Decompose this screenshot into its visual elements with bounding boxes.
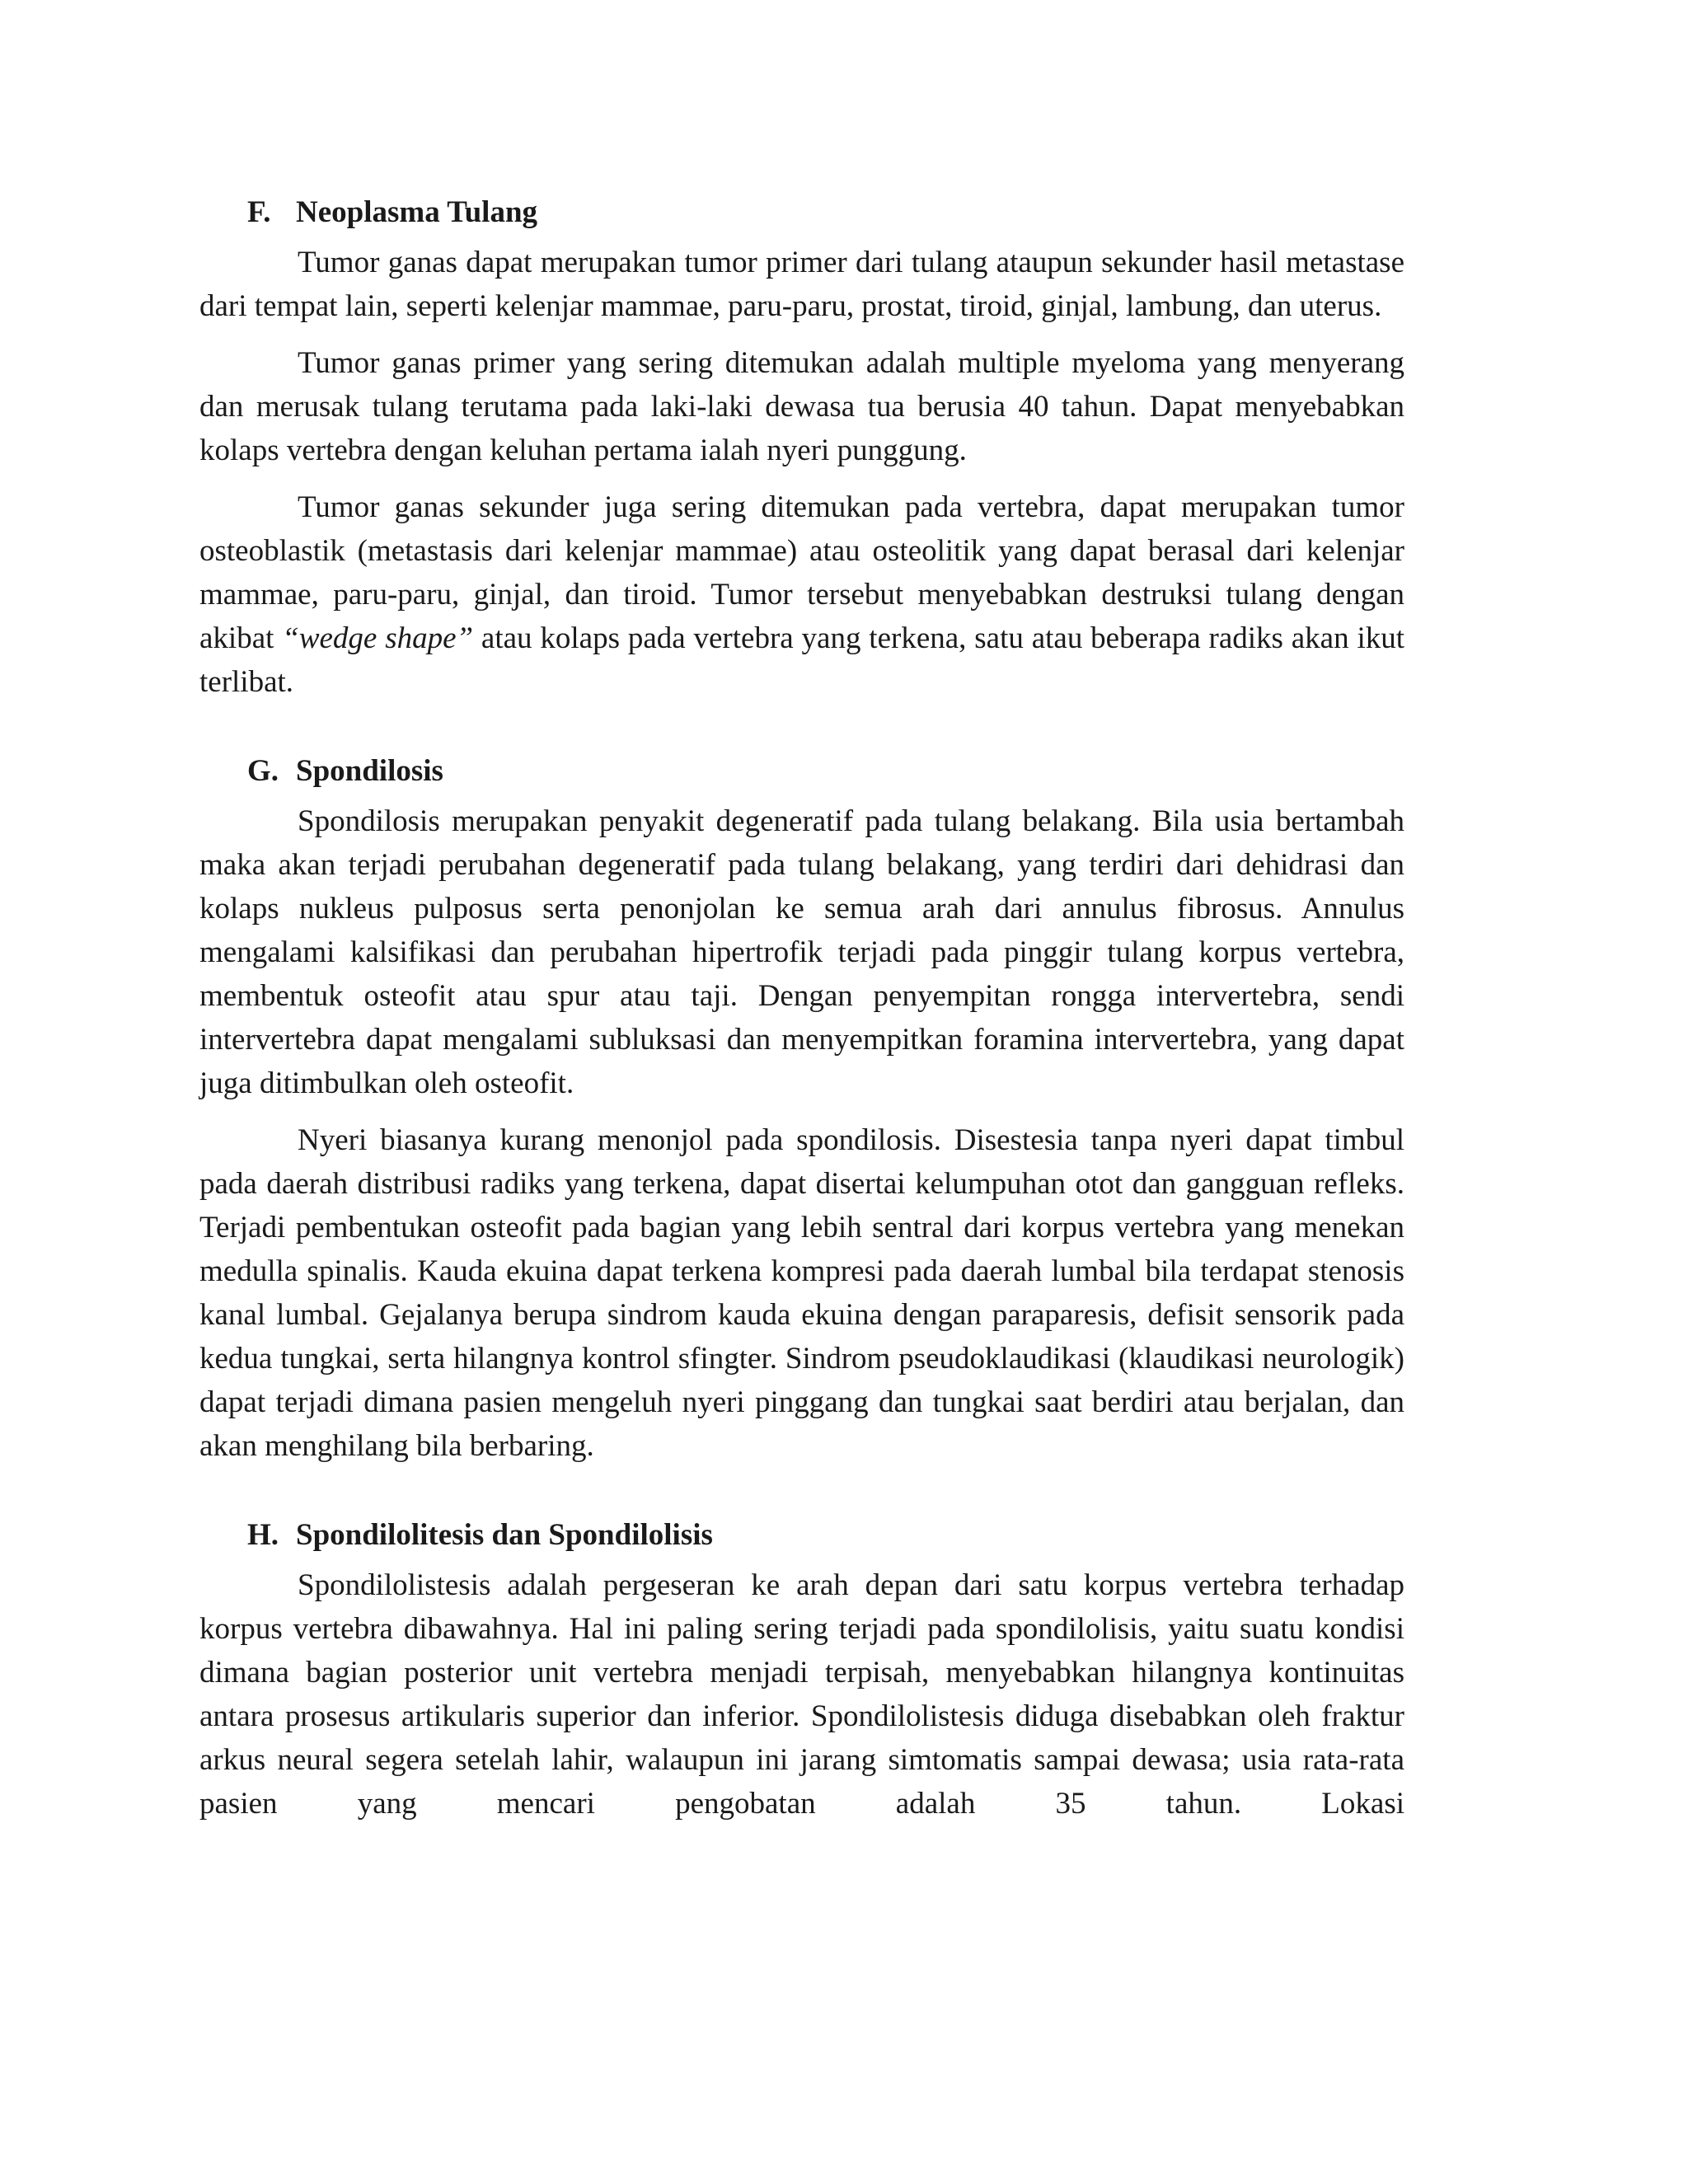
paragraph-text: atau kolaps pada vertebra yang terkena, satu atau beberapa radiks akan ikut terlibat. <box>199 621 1405 699</box>
section-letter: F. <box>247 195 271 229</box>
page-content <box>199 191 1404 1839</box>
section-letter: H. <box>247 1518 279 1552</box>
paragraph: Tumor ganas primer yang sering ditemukan adalah multiple myeloma yang menyerang dan merusak tulang terutama pada laki-laki dewasa tua berusia 40 tahun. Dapat menyebabkan kolaps vertebra dengan keluhan pertama ialah nyeri punggung. <box>199 346 1404 467</box>
paragraph: Tumor ganas dapat merupakan tumor primer dari tulang ataupun sekunder hasil metastase dari tempat lain, seperti kelenjar mammae, paru-paru, prostat, tiroid, ginjal, lambung, dan uterus. <box>199 246 1404 323</box>
paragraph: Nyeri biasanya kurang menonjol pada spondilosis. Disestesia tanpa nyeri dapat timbul pada daerah distribusi radiks yang terkena, dapat disertai kelumpuhan otot dan gangguan refleks. Terjadi pembentukan osteofit pada bagian yang lebih sentral dari korpus vertebra yang menekan medulla spinalis. Kauda ekuina dapat terkena kompresi pada daerah lumbal bila terdapat stenosis kanal lumbal. Gejalanya berupa sindrom kauda ekuina dengan paraparesis, defisit sensorik pada kedua tungkai, serta hilangnya kontrol sfingter. Sindrom pseudoklaudikasi (klaudikasi neurologik) dapat terjadi dimana pasien mengeluh nyeri pinggang dan tungkai saat berdiri atau berjalan, dan akan menghilang bila berbaring. <box>199 1123 1404 1463</box>
section-spondilolitesis <box>199 1514 1404 1825</box>
section-title: Spondilolitesis dan Spondilolisis <box>296 1518 713 1552</box>
paragraph: Spondilosis merupakan penyakit degeneratif pada tulang belakang. Bila usia bertambah maka akan terjadi perubahan degeneratif pada tulang belakang, yang terdiri dari dehidrasi dan kolaps nukleus pulposus serta penonjolan ke semua arah dari annulus fibrosus. Annulus mengalami kalsifikasi dan perubahan hipertrofik terjadi pada pinggir tulang korpus vertebra, membentuk osteofit atau spur atau taji. Dengan penyempitan rongga intervertebra, sendi intervertebra dapat mengalami subluksasi dan menyempitkan foramina intervertebra, yang dapat juga ditimbulkan oleh osteofit. <box>199 804 1404 1100</box>
section-heading <box>199 191 1404 234</box>
section-title: Neoplasma Tulang <box>296 195 538 229</box>
section-neoplasma-tulang <box>199 191 1404 704</box>
section-heading <box>199 750 1404 793</box>
section-heading <box>199 1514 1404 1557</box>
section-title: Spondilosis <box>296 754 443 788</box>
paragraph-text: Tumor ganas sekunder juga sering ditemukan pada vertebra, dapat merupakan tumor osteoblastik (metastasis dari kelenjar mammae) atau osteolitik yang dapat berasal dari kelenjar mammae, paru-paru, ginjal, dan tiroid. Tumor tersebut menyebabkan destruksi tulang dengan akibat <box>199 490 1404 655</box>
italic-term: “wedge shape” <box>282 621 474 655</box>
paragraph: Spondilolistesis adalah pergeseran ke arah depan dari satu korpus vertebra terhadap korpus vertebra dibawahnya. Hal ini paling sering terjadi pada spondilolisis, yaitu suatu kondisi dimana bagian posterior unit vertebra menjadi terpisah, menyebabkan hilangnya kontinuitas antara prosesus artikularis superior dan inferior. Spondilolistesis diduga disebabkan oleh fraktur arkus neural segera setelah lahir, walaupun ini jarang simtomatis sampai dewasa; usia rata-rata pasien yang mencari pengobatan adalah 35 tahun. Lokasi <box>199 1568 1404 1821</box>
section-spondilosis <box>199 750 1404 1468</box>
section-letter: G. <box>247 754 279 788</box>
paragraph <box>199 485 1404 704</box>
